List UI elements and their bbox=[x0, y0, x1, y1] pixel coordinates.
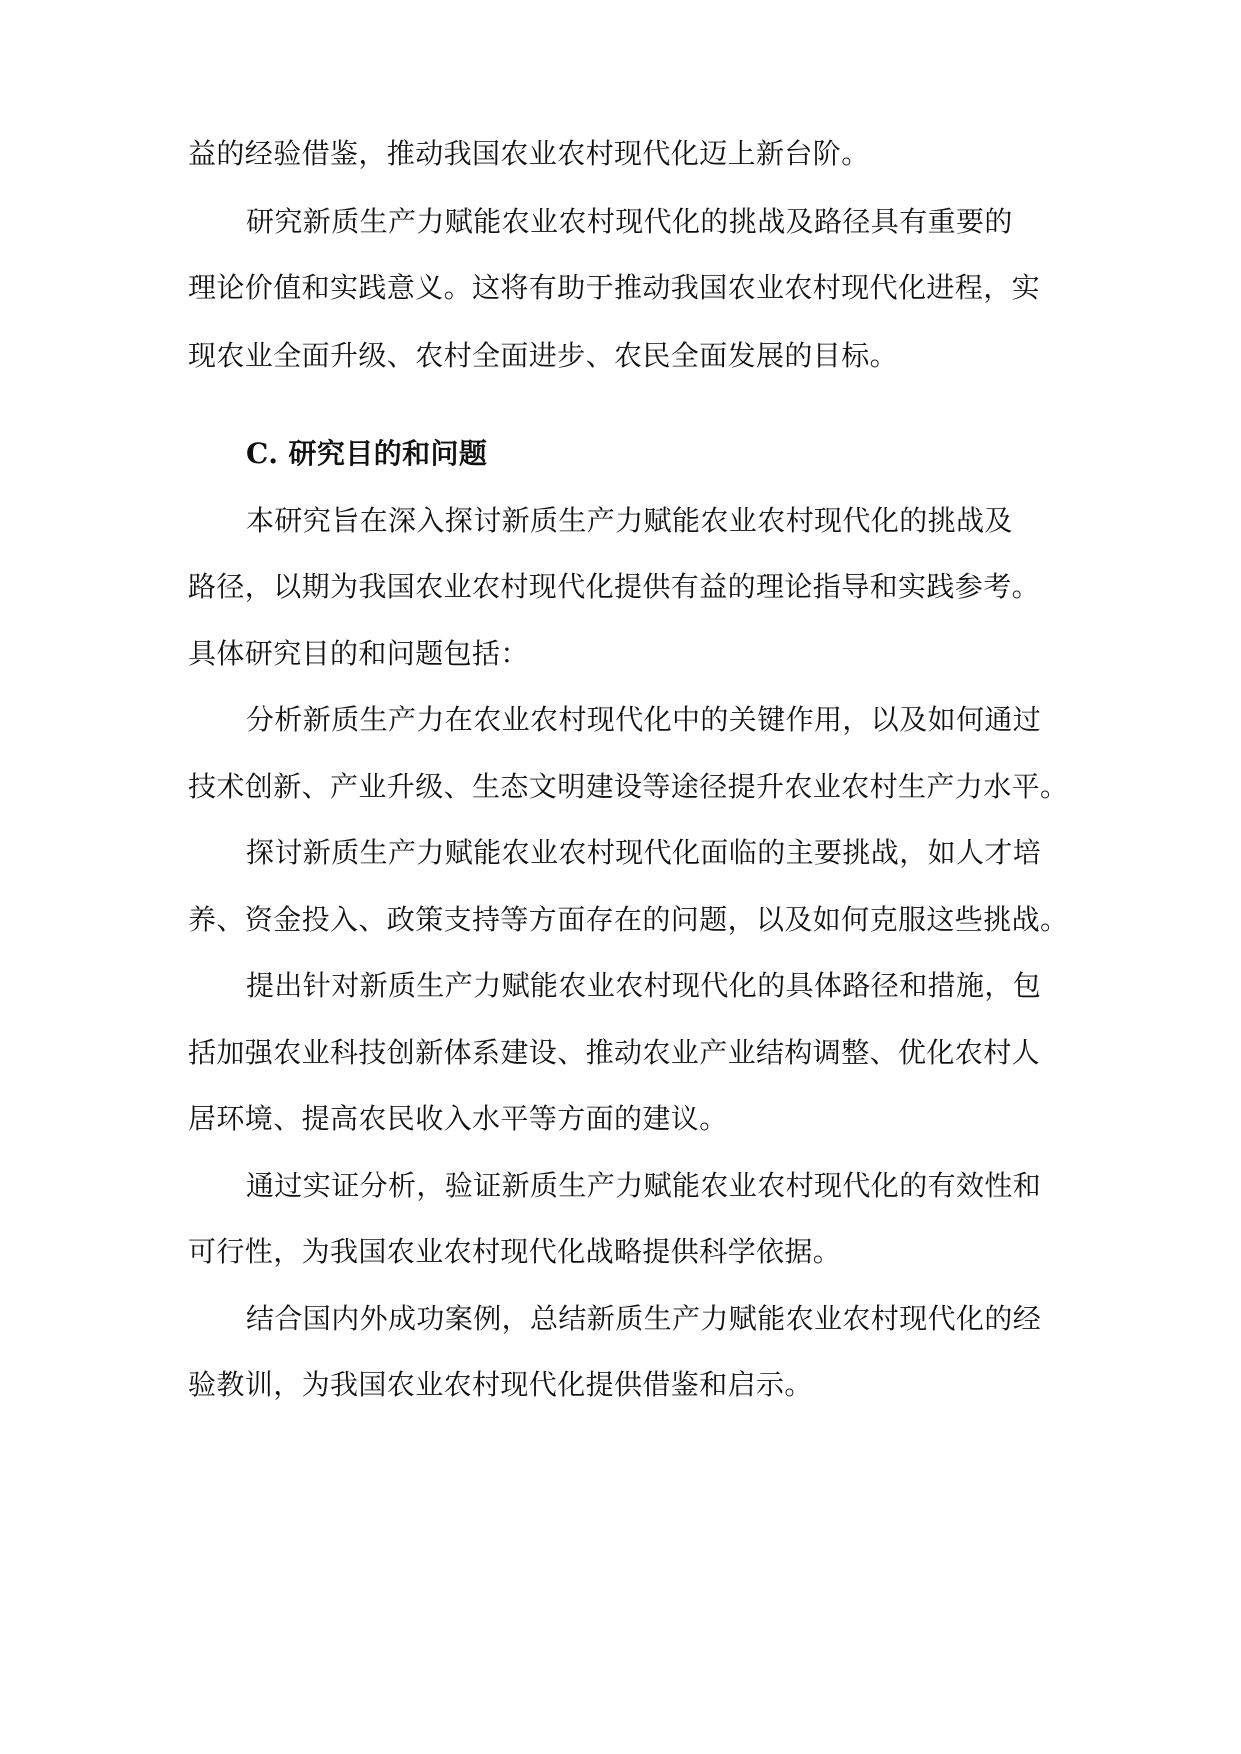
paragraph-line: 通过实证分析，验证新质生产力赋能农业农村现代化的有效性和 bbox=[246, 1169, 1042, 1202]
paragraph-line: 结合国内外成功案例，总结新质生产力赋能农业农村现代化的经 bbox=[246, 1302, 1042, 1335]
paragraph-line: 提出针对新质生产力赋能农业农村现代化的具体路径和措施，包 bbox=[246, 969, 1042, 1002]
paragraph-line: 探讨新质生产力赋能农业农村现代化面临的主要挑战，如人才培 bbox=[246, 836, 1042, 869]
paragraph-line: 居环境、提高农民收入水平等方面的建议。 bbox=[188, 1102, 728, 1135]
paragraph-line: 可行性，为我国农业农村现代化战略提供科学依据。 bbox=[188, 1235, 842, 1268]
section-heading: C. 研究目的和问题 bbox=[246, 437, 488, 470]
paragraph-line: 括加强农业科技创新体系建设、推动农业产业结构调整、优化农村人 bbox=[188, 1036, 1041, 1069]
paragraph-line: 现农业全面升级、农村全面进步、农民全面发展的目标。 bbox=[188, 339, 899, 372]
paragraph-line: 具体研究目的和问题包括： bbox=[188, 637, 529, 670]
paragraph-line: 验教训，为我国农业农村现代化提供借鉴和启示。 bbox=[188, 1368, 813, 1401]
paragraph-line: 技术创新、产业升级、生态文明建设等途径提升农业农村生产力水平。 bbox=[188, 770, 1069, 803]
paragraph-line: 养、资金投入、政策支持等方面存在的问题，以及如何克服这些挑战。 bbox=[188, 903, 1069, 936]
paragraph-line: 研究新质生产力赋能农业农村现代化的挑战及路径具有重要的 bbox=[246, 205, 1013, 238]
paragraph-line: 分析新质生产力在农业农村现代化中的关键作用，以及如何通过 bbox=[246, 703, 1042, 736]
paragraph-line: 理论价值和实践意义。这将有助于推动我国农业农村现代化进程，实 bbox=[188, 271, 1041, 304]
paragraph-line: 本研究旨在深入探讨新质生产力赋能农业农村现代化的挑战及 bbox=[246, 504, 1013, 537]
paragraph-line: 益的经验借鉴，推动我国农业农村现代化迈上新台阶。 bbox=[188, 137, 870, 170]
paragraph-line: 路径，以期为我国农业农村现代化提供有益的理论指导和实践参考。 bbox=[188, 570, 1041, 603]
